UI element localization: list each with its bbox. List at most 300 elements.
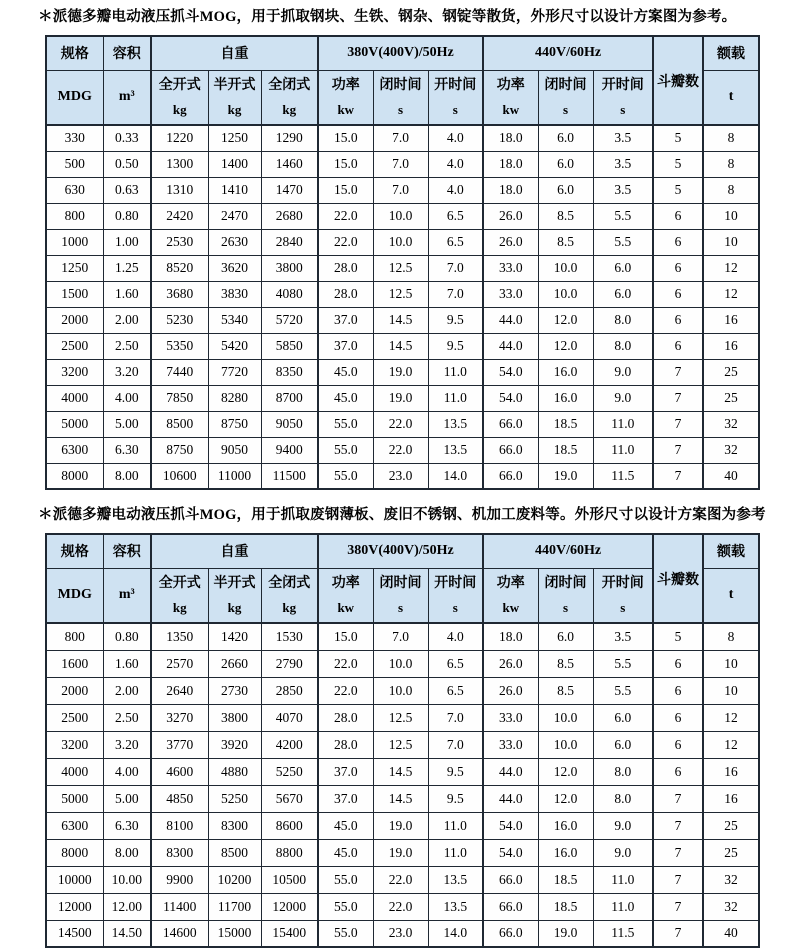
table-cell: 4.0 xyxy=(428,151,483,177)
table-row xyxy=(46,333,759,359)
header-half-open: 半开式 kg xyxy=(208,70,261,125)
table-cell: 5250 xyxy=(261,758,318,785)
table-cell: 15.0 xyxy=(318,125,373,151)
table-cell: 12000 xyxy=(46,893,103,920)
table-cell: 6.5 xyxy=(428,229,483,255)
header-power-380: 功率 kw xyxy=(318,70,373,125)
table-cell: 32 xyxy=(703,893,759,920)
table-cell: 2680 xyxy=(261,203,318,229)
table-cell: 10.0 xyxy=(538,255,593,281)
table-cell: 37.0 xyxy=(318,307,373,333)
table-cell: 9.5 xyxy=(428,758,483,785)
table-cell: 10.0 xyxy=(373,203,428,229)
table-cell: 44.0 xyxy=(483,307,538,333)
header-group-row xyxy=(46,534,759,568)
table-cell: 11.0 xyxy=(593,866,653,893)
table-cell: 6.30 xyxy=(103,812,151,839)
table-cell: 7 xyxy=(653,893,703,920)
table-row xyxy=(46,229,759,255)
header-spec-unit: MDG xyxy=(46,70,103,125)
header-440v-group: 440V/60Hz xyxy=(483,534,653,568)
table-cell: 8 xyxy=(703,177,759,203)
table-body xyxy=(46,125,759,489)
table-row xyxy=(46,359,759,385)
table-cell: 4.0 xyxy=(428,125,483,151)
table-cell: 4600 xyxy=(151,758,208,785)
table-cell: 7 xyxy=(653,839,703,866)
table-cell: 22.0 xyxy=(373,866,428,893)
table-cell: 9050 xyxy=(208,437,261,463)
table-cell: 12.0 xyxy=(538,307,593,333)
table-cell: 32 xyxy=(703,411,759,437)
table-cell: 1.60 xyxy=(103,650,151,677)
table-row xyxy=(46,125,759,151)
table-cell: 54.0 xyxy=(483,359,538,385)
table-cell: 13.5 xyxy=(428,411,483,437)
table-cell: 37.0 xyxy=(318,758,373,785)
table-cell: 0.33 xyxy=(103,125,151,151)
table-cell: 28.0 xyxy=(318,704,373,731)
table-cell: 3.20 xyxy=(103,731,151,758)
table-cell: 9.0 xyxy=(593,359,653,385)
header-close-time-380: 闭时间 s xyxy=(373,70,428,125)
header-rated-load-unit: t xyxy=(703,70,759,125)
table-cell: 16 xyxy=(703,307,759,333)
table-cell: 9.5 xyxy=(428,307,483,333)
table-cell: 6 xyxy=(653,704,703,731)
table-cell: 2730 xyxy=(208,677,261,704)
table-cell: 16.0 xyxy=(538,839,593,866)
table-cell: 6 xyxy=(653,333,703,359)
table-cell: 6 xyxy=(653,677,703,704)
table-cell: 19.0 xyxy=(373,812,428,839)
table-cell: 15.0 xyxy=(318,623,373,650)
table-cell: 11500 xyxy=(261,463,318,489)
table-cell: 3200 xyxy=(46,731,103,758)
table-cell: 6.0 xyxy=(593,255,653,281)
table-cell: 22.0 xyxy=(373,437,428,463)
table-cell: 12 xyxy=(703,281,759,307)
header-rated-load: 额载 xyxy=(703,534,759,568)
table-cell: 16.0 xyxy=(538,359,593,385)
table-cell: 10200 xyxy=(208,866,261,893)
table-cell: 54.0 xyxy=(483,385,538,411)
header-380v-group: 380V(400V)/50Hz xyxy=(318,534,483,568)
table-cell: 12.5 xyxy=(373,281,428,307)
table-cell: 10 xyxy=(703,650,759,677)
table-cell: 12.0 xyxy=(538,758,593,785)
table-cell: 1460 xyxy=(261,151,318,177)
table-cell: 7 xyxy=(653,359,703,385)
table-cell: 13.5 xyxy=(428,893,483,920)
table-cell: 18.0 xyxy=(483,177,538,203)
table-cell: 26.0 xyxy=(483,650,538,677)
table-cell: 5670 xyxy=(261,785,318,812)
header-open-time-380: 开时间 s xyxy=(428,568,483,623)
table-row xyxy=(46,203,759,229)
table-cell: 5720 xyxy=(261,307,318,333)
table-cell: 10.0 xyxy=(373,677,428,704)
table-cell: 3.20 xyxy=(103,359,151,385)
table-cell: 12.5 xyxy=(373,255,428,281)
table-cell: 1250 xyxy=(46,255,103,281)
table-cell: 9400 xyxy=(261,437,318,463)
table-cell: 4000 xyxy=(46,385,103,411)
product-note-bulk: ＊派德多瓣电动液压抓斗MOG，用于抓取钢块、生铁、钢杂、钢锭等散货，外形尺寸以设计方案图为参考。 xyxy=(38,9,737,25)
table-cell: 45.0 xyxy=(318,812,373,839)
header-rated-load: 额载 xyxy=(703,36,759,70)
table-cell: 15.0 xyxy=(318,151,373,177)
table-cell: 5 xyxy=(653,177,703,203)
header-rated-load-unit: t xyxy=(703,568,759,623)
table-cell: 5.5 xyxy=(593,650,653,677)
table-cell: 18.0 xyxy=(483,151,538,177)
table-cell: 8.00 xyxy=(103,839,151,866)
table-cell: 25 xyxy=(703,385,759,411)
table-cell: 7.0 xyxy=(428,704,483,731)
table-cell: 7.0 xyxy=(373,623,428,650)
table-cell: 7.0 xyxy=(428,731,483,758)
table-cell: 11000 xyxy=(208,463,261,489)
table-cell: 14.50 xyxy=(103,920,151,947)
table-cell: 5350 xyxy=(151,333,208,359)
table-cell: 7.0 xyxy=(373,151,428,177)
table-cell: 19.0 xyxy=(538,463,593,489)
table-row xyxy=(46,411,759,437)
table-cell: 5.5 xyxy=(593,229,653,255)
table-cell: 6.0 xyxy=(538,177,593,203)
table-cell: 8.0 xyxy=(593,785,653,812)
table-cell: 0.50 xyxy=(103,151,151,177)
table-cell: 26.0 xyxy=(483,203,538,229)
table-cell: 54.0 xyxy=(483,812,538,839)
table-cell: 1410 xyxy=(208,177,261,203)
table-cell: 7 xyxy=(653,785,703,812)
table-row xyxy=(46,255,759,281)
table-cell: 7.0 xyxy=(373,125,428,151)
table-cell: 6.0 xyxy=(538,151,593,177)
table-cell: 19.0 xyxy=(538,920,593,947)
table-cell: 2850 xyxy=(261,677,318,704)
table-cell: 2500 xyxy=(46,704,103,731)
table-cell: 7850 xyxy=(151,385,208,411)
table-cell: 6.5 xyxy=(428,650,483,677)
table-cell: 1310 xyxy=(151,177,208,203)
table-cell: 11400 xyxy=(151,893,208,920)
table-cell: 800 xyxy=(46,623,103,650)
table-cell: 800 xyxy=(46,203,103,229)
table-cell: 3680 xyxy=(151,281,208,307)
table-cell: 14.5 xyxy=(373,307,428,333)
table-cell: 22.0 xyxy=(318,229,373,255)
header-group-row xyxy=(46,36,759,70)
table-cell: 2420 xyxy=(151,203,208,229)
table-cell: 4080 xyxy=(261,281,318,307)
table-header xyxy=(46,36,759,125)
table-cell: 8000 xyxy=(46,839,103,866)
table-cell: 5.00 xyxy=(103,411,151,437)
table-cell: 16 xyxy=(703,758,759,785)
table-cell: 15.0 xyxy=(318,177,373,203)
table-cell: 6 xyxy=(653,758,703,785)
table-cell: 5000 xyxy=(46,785,103,812)
header-close-time-440: 闭时间 s xyxy=(538,70,593,125)
table-cell: 11.0 xyxy=(428,812,483,839)
table-cell: 7 xyxy=(653,437,703,463)
table-cell: 22.0 xyxy=(318,203,373,229)
header-close-time-380: 闭时间 s xyxy=(373,568,428,623)
table-cell: 2000 xyxy=(46,677,103,704)
header-close-time-440: 闭时间 s xyxy=(538,568,593,623)
table-cell: 8300 xyxy=(151,839,208,866)
table-cell: 7 xyxy=(653,411,703,437)
table-cell: 8750 xyxy=(208,411,261,437)
table-cell: 66.0 xyxy=(483,866,538,893)
table-cell: 10000 xyxy=(46,866,103,893)
table-cell: 45.0 xyxy=(318,839,373,866)
table-cell: 6.5 xyxy=(428,677,483,704)
table-cell: 6.0 xyxy=(593,731,653,758)
table-cell: 5.5 xyxy=(593,677,653,704)
table-cell: 14.5 xyxy=(373,785,428,812)
table-cell: 6 xyxy=(653,203,703,229)
table-row xyxy=(46,437,759,463)
header-petal-count: 斗瓣数 xyxy=(653,534,703,623)
table-cell: 4070 xyxy=(261,704,318,731)
table-cell: 8.5 xyxy=(538,203,593,229)
table-cell: 23.0 xyxy=(373,463,428,489)
mog-bulk-spec-table xyxy=(45,35,760,490)
table-cell: 33.0 xyxy=(483,255,538,281)
table-cell: 11.0 xyxy=(428,385,483,411)
table-cell: 33.0 xyxy=(483,281,538,307)
table-cell: 12.5 xyxy=(373,731,428,758)
table-cell: 33.0 xyxy=(483,731,538,758)
table-cell: 3830 xyxy=(208,281,261,307)
table-cell: 2.50 xyxy=(103,333,151,359)
table-cell: 1350 xyxy=(151,623,208,650)
table-cell: 8.5 xyxy=(538,677,593,704)
table-cell: 14.5 xyxy=(373,758,428,785)
table-row xyxy=(46,650,759,677)
table-cell: 22.0 xyxy=(373,893,428,920)
table-cell: 22.0 xyxy=(318,677,373,704)
table-cell: 1470 xyxy=(261,177,318,203)
header-open-time-380: 开时间 s xyxy=(428,70,483,125)
table-row xyxy=(46,623,759,650)
table-cell: 2.50 xyxy=(103,704,151,731)
table-cell: 500 xyxy=(46,151,103,177)
header-power-440: 功率 kw xyxy=(483,70,538,125)
table-cell: 55.0 xyxy=(318,893,373,920)
table-row xyxy=(46,866,759,893)
table-cell: 4000 xyxy=(46,758,103,785)
table-cell: 6 xyxy=(653,229,703,255)
table-cell: 10.0 xyxy=(538,704,593,731)
table-cell: 18.5 xyxy=(538,893,593,920)
table-cell: 11.5 xyxy=(593,463,653,489)
table-cell: 2640 xyxy=(151,677,208,704)
header-self-weight-group: 自重 xyxy=(151,36,318,70)
table-cell: 4.00 xyxy=(103,758,151,785)
table-cell: 8.0 xyxy=(593,758,653,785)
table-cell: 37.0 xyxy=(318,785,373,812)
table-cell: 1400 xyxy=(208,151,261,177)
table-cell: 14.5 xyxy=(373,333,428,359)
table-row xyxy=(46,385,759,411)
table-cell: 26.0 xyxy=(483,677,538,704)
table-cell: 7 xyxy=(653,920,703,947)
table-cell: 8.0 xyxy=(593,333,653,359)
table-cell: 7.0 xyxy=(373,177,428,203)
table-cell: 2530 xyxy=(151,229,208,255)
table-cell: 0.80 xyxy=(103,203,151,229)
table-cell: 8800 xyxy=(261,839,318,866)
table-cell: 11.0 xyxy=(593,437,653,463)
table-cell: 1000 xyxy=(46,229,103,255)
table-cell: 2.00 xyxy=(103,677,151,704)
table-cell: 8350 xyxy=(261,359,318,385)
header-440v-group: 440V/60Hz xyxy=(483,36,653,70)
table-row xyxy=(46,785,759,812)
table-cell: 66.0 xyxy=(483,411,538,437)
table-cell: 3.5 xyxy=(593,177,653,203)
table-cell: 1530 xyxy=(261,623,318,650)
table-cell: 7.0 xyxy=(428,281,483,307)
table-cell: 10 xyxy=(703,229,759,255)
table-cell: 44.0 xyxy=(483,333,538,359)
header-sub-row xyxy=(46,568,759,623)
table-cell: 7 xyxy=(653,463,703,489)
table-cell: 5000 xyxy=(46,411,103,437)
table-cell: 5250 xyxy=(208,785,261,812)
table-cell: 9.0 xyxy=(593,385,653,411)
table-cell: 15400 xyxy=(261,920,318,947)
table-cell: 5 xyxy=(653,623,703,650)
table-cell: 10.00 xyxy=(103,866,151,893)
table-cell: 3.5 xyxy=(593,125,653,151)
table-cell: 6300 xyxy=(46,812,103,839)
table-row xyxy=(46,704,759,731)
table-cell: 19.0 xyxy=(373,385,428,411)
table-cell: 8100 xyxy=(151,812,208,839)
table-cell: 5230 xyxy=(151,307,208,333)
table-cell: 4880 xyxy=(208,758,261,785)
table-cell: 8500 xyxy=(208,839,261,866)
table-cell: 12 xyxy=(703,731,759,758)
table-cell: 10 xyxy=(703,203,759,229)
table-cell: 11.0 xyxy=(428,839,483,866)
table-cell: 8000 xyxy=(46,463,103,489)
table-cell: 0.63 xyxy=(103,177,151,203)
table-cell: 6 xyxy=(653,255,703,281)
table-row xyxy=(46,839,759,866)
table-cell: 25 xyxy=(703,812,759,839)
table-cell: 12 xyxy=(703,704,759,731)
table-cell: 3800 xyxy=(261,255,318,281)
table-cell: 4200 xyxy=(261,731,318,758)
table-cell: 1.25 xyxy=(103,255,151,281)
table-cell: 10600 xyxy=(151,463,208,489)
table-cell: 11.0 xyxy=(428,359,483,385)
table-cell: 26.0 xyxy=(483,229,538,255)
table-cell: 66.0 xyxy=(483,920,538,947)
table-cell: 32 xyxy=(703,437,759,463)
table-cell: 22.0 xyxy=(373,411,428,437)
table-cell: 28.0 xyxy=(318,255,373,281)
header-spec: 规格 xyxy=(46,36,103,70)
table-cell: 37.0 xyxy=(318,333,373,359)
table-row xyxy=(46,281,759,307)
table-cell: 5340 xyxy=(208,307,261,333)
table-cell: 12000 xyxy=(261,893,318,920)
table-cell: 3270 xyxy=(151,704,208,731)
table-cell: 6.30 xyxy=(103,437,151,463)
header-full-open: 全开式 kg xyxy=(151,568,208,623)
table-cell: 9.5 xyxy=(428,785,483,812)
table-cell: 3200 xyxy=(46,359,103,385)
table-cell: 2660 xyxy=(208,650,261,677)
table-cell: 8 xyxy=(703,623,759,650)
table-cell: 7 xyxy=(653,812,703,839)
table-cell: 330 xyxy=(46,125,103,151)
table-cell: 18.5 xyxy=(538,411,593,437)
table-cell: 13.5 xyxy=(428,437,483,463)
header-spec: 规格 xyxy=(46,534,103,568)
table-cell: 22.0 xyxy=(318,650,373,677)
table-cell: 3.5 xyxy=(593,623,653,650)
header-sub-row xyxy=(46,70,759,125)
table-row xyxy=(46,893,759,920)
table-cell: 4.00 xyxy=(103,385,151,411)
table-cell: 2840 xyxy=(261,229,318,255)
table-row xyxy=(46,920,759,947)
table-cell: 40 xyxy=(703,920,759,947)
table-cell: 7440 xyxy=(151,359,208,385)
table-cell: 11.0 xyxy=(593,893,653,920)
table-cell: 8520 xyxy=(151,255,208,281)
table-cell: 16 xyxy=(703,785,759,812)
table-cell: 66.0 xyxy=(483,893,538,920)
header-petal-count: 斗瓣数 xyxy=(653,36,703,125)
table-cell: 28.0 xyxy=(318,731,373,758)
table-cell: 6.5 xyxy=(428,203,483,229)
header-volume: 容积 xyxy=(103,36,151,70)
table-cell: 8750 xyxy=(151,437,208,463)
table-cell: 18.5 xyxy=(538,437,593,463)
table-cell: 11700 xyxy=(208,893,261,920)
table-body xyxy=(46,623,759,947)
table-cell: 32 xyxy=(703,866,759,893)
table-cell: 8500 xyxy=(151,411,208,437)
table-cell: 66.0 xyxy=(483,463,538,489)
header-full-closed: 全闭式 kg xyxy=(261,568,318,623)
mog-scrap-spec-table xyxy=(45,533,760,948)
table-cell: 25 xyxy=(703,839,759,866)
table-row xyxy=(46,463,759,489)
table-cell: 8600 xyxy=(261,812,318,839)
table-cell: 6 xyxy=(653,307,703,333)
table-cell: 66.0 xyxy=(483,437,538,463)
table-cell: 8 xyxy=(703,151,759,177)
product-note-scrap: ＊派德多瓣电动液压抓斗MOG，用于抓取废钢薄板、废旧不锈钢、机加工废料等。外形尺寸以设计方案图为参考 xyxy=(38,507,766,523)
table-cell: 5.5 xyxy=(593,203,653,229)
table-cell: 630 xyxy=(46,177,103,203)
table-cell: 5.00 xyxy=(103,785,151,812)
table-cell: 1.00 xyxy=(103,229,151,255)
header-volume-unit: m³ xyxy=(103,70,151,125)
table-cell: 1220 xyxy=(151,125,208,151)
